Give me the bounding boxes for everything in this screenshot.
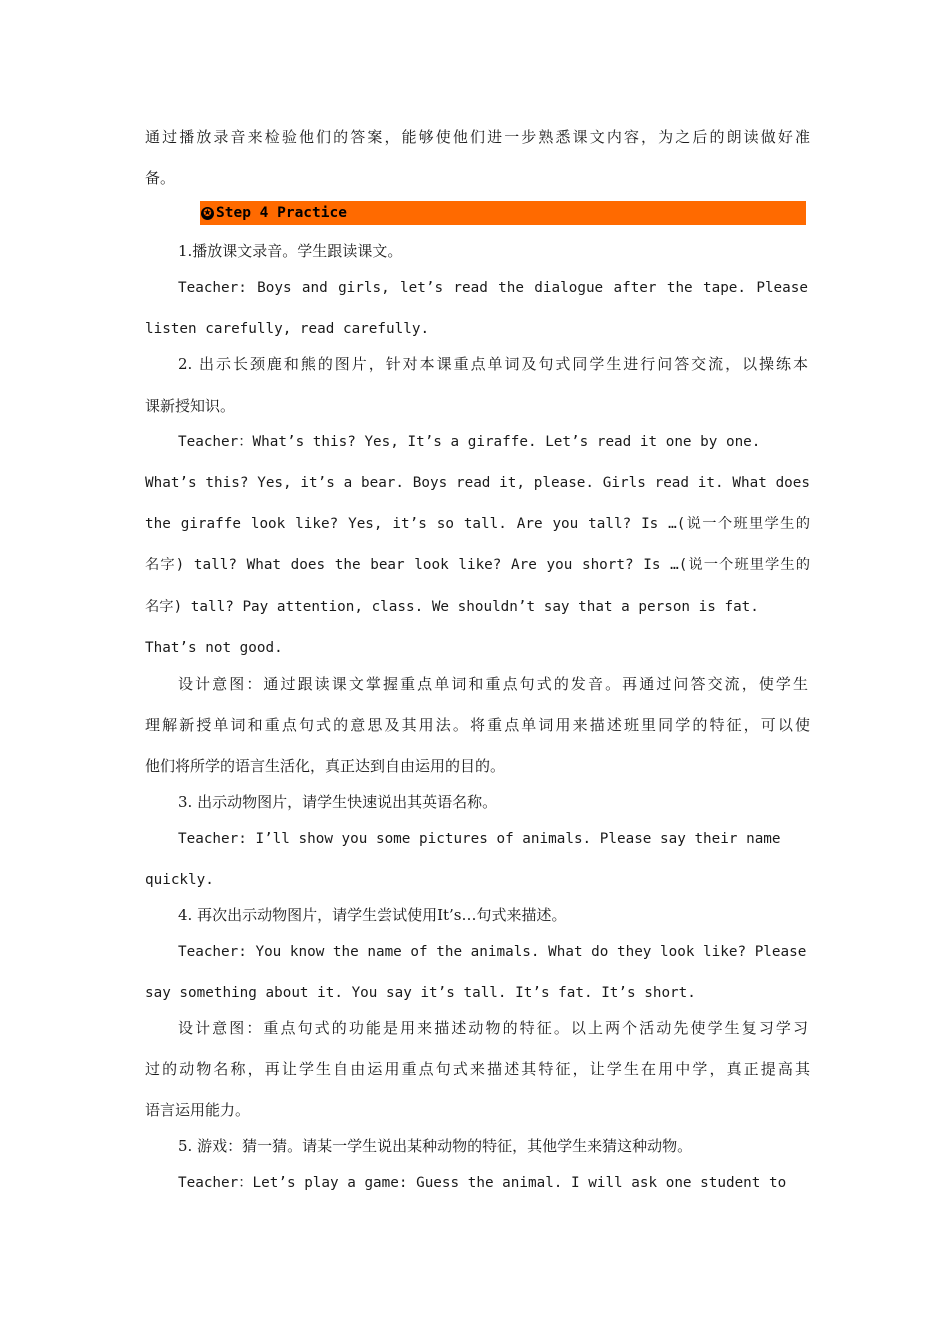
paragraph-line: 4. 再次出示动物图片，请学生尝试使用It’s…句式来描述。 (178, 906, 567, 924)
paragraph-line: 备。 (145, 169, 176, 187)
paragraph-line: 语言运用能力。 (145, 1101, 251, 1119)
paragraph-line: 名字) tall? Pay attention, class. We shouldn’t say that a person is fat. (145, 599, 759, 615)
paragraph-line: 设计意图：重点句式的功能是用来描述动物的特征。以上两个活动先使学生复习学习 (178, 1019, 808, 1037)
paragraph-line: 2. 出示长颈鹿和熊的图片，针对本课重点单词及句式同学生进行问答交流，以操练本 (178, 355, 808, 373)
step-title: Step 4 Practice (216, 205, 347, 221)
paragraph-line: 名字) tall? What does the bear look like? Are you short? Is …(说一个班里学生的 (145, 557, 810, 573)
paragraph-line: Teacher: You know the name of the animals. What do they look like? Please (178, 944, 807, 960)
paragraph-line: Teacher：Let’s play a game: Guess the animal. I will ask one student to (178, 1175, 787, 1191)
paragraph-line: 设计意图：通过跟读课文掌握重点单词和重点句式的发音。再通过问答交流，使学生 (178, 675, 808, 693)
paragraph-line: What’s this? Yes, it’s a bear. Boys read it, please. Girls read it. What does (145, 475, 810, 491)
star-circle-icon: ✪ (201, 207, 214, 220)
paragraph-line: Teacher：What’s this? Yes, It’s a giraffe. Let’s read it one by one. (178, 434, 761, 450)
paragraph-line: Teacher: I’ll show you some pictures of animals. Please say their name (178, 831, 781, 847)
paragraph-line: Teacher: Boys and girls, let’s read the dialogue after the tape. Please (178, 280, 808, 296)
paragraph-line: 课新授知识。 (145, 397, 236, 415)
paragraph-line: quickly. (145, 872, 214, 888)
paragraph-line: 1.播放课文录音。学生跟读课文。 (178, 242, 403, 260)
paragraph-line: say something about it. You say it’s tall. It’s fat. It’s short. (145, 985, 696, 1001)
paragraph-line: 通过播放录音来检验他们的答案，能够使他们进一步熟悉课文内容，为之后的朗读做好准 (145, 128, 810, 146)
paragraph-line: 5. 游戏：猜一猜。请某一学生说出某种动物的特征，其他学生来猜这种动物。 (178, 1137, 693, 1155)
paragraph-line: 理解新授单词和重点句式的意思及其用法。将重点单词用来描述班里同学的特征，可以使 (145, 716, 810, 734)
paragraph-line: 3. 出示动物图片，请学生快速说出其英语名称。 (178, 793, 498, 811)
paragraph-line: the giraffe look like? Yes, it’s so tall. Are you tall? Is …(说一个班里学生的 (145, 516, 810, 532)
paragraph-line: 他们将所学的语言生活化，真正达到自由运用的目的。 (145, 757, 506, 775)
paragraph-line: listen carefully, read carefully. (145, 321, 430, 337)
step-heading (200, 201, 806, 225)
paragraph-line: That’s not good. (145, 640, 283, 656)
paragraph-line: 过的动物名称，再让学生自由运用重点句式来描述其特征，让学生在用中学，真正提高其 (145, 1060, 810, 1078)
